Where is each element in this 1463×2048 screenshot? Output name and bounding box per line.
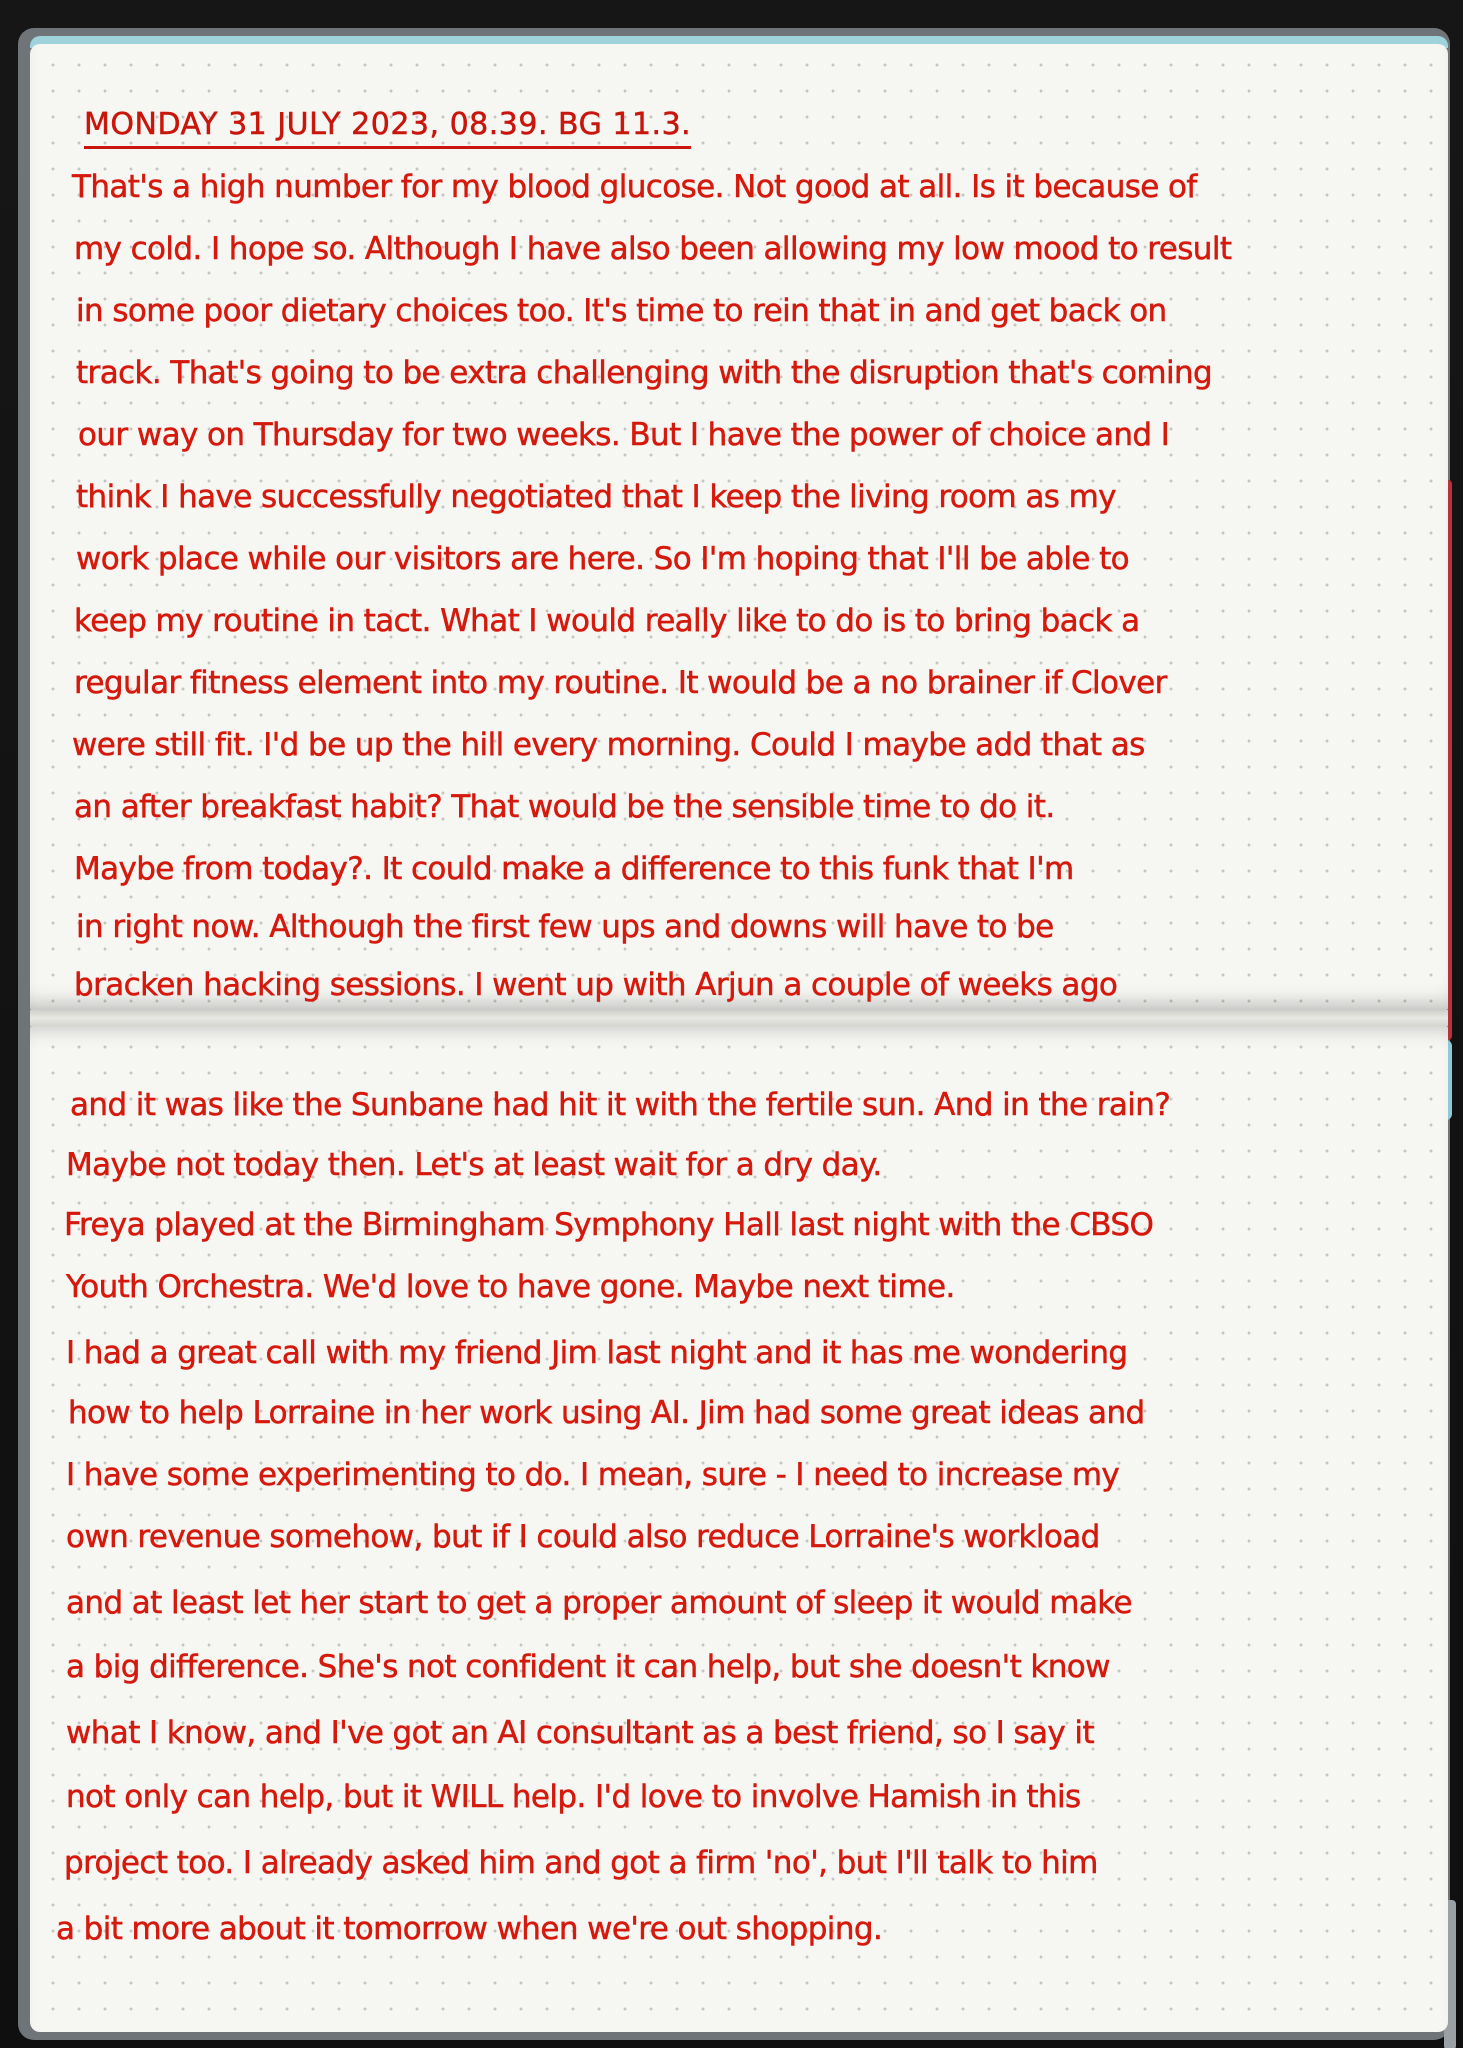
journal-line: Freya played at the Birmingham Symphony Hall last night with the CBSO xyxy=(64,1207,1154,1243)
journal-line: and at least let her start to get a proper amount of sleep it would make xyxy=(66,1585,1133,1621)
page-gutter xyxy=(30,1010,1448,1026)
journal-line: an after breakfast habit? That would be the sensible time to do it. xyxy=(74,789,1055,825)
journal-line: work place while our visitors are here. So I'm hoping that I'll be able to xyxy=(76,541,1130,577)
journal-line: and it was like the Sunbane had hit it with the fertile sun. And in the rain? xyxy=(70,1087,1171,1123)
journal-line: I have some experimenting to do. I mean, sure - I need to increase my xyxy=(66,1457,1120,1493)
journal-line: Maybe not today then. Let's at least wait for a dry day. xyxy=(66,1147,882,1183)
journal-line: not only can help, but it WILL help. I'd love to involve Hamish in this xyxy=(66,1779,1081,1815)
journal-line: a bit more about it tomorrow when we're out shopping. xyxy=(56,1911,883,1947)
journal-line: a big difference. She's not confident it can help, but she doesn't know xyxy=(66,1649,1110,1685)
journal-line: in right now. Although the first few ups and downs will have to be xyxy=(76,909,1054,945)
journal-line: Maybe from today?. It could make a difference to this funk that I'm xyxy=(74,851,1074,887)
journal-line: were still fit. I'd be up the hill every morning. Could I maybe add that as xyxy=(72,727,1145,763)
journal-line: That's a high number for my blood glucose. Not good at all. Is it because of xyxy=(72,169,1197,205)
journal-line: I had a great call with my friend Jim last night and it has me wondering xyxy=(66,1335,1128,1371)
journal-line: how to help Lorraine in her work using AI. Jim had some great ideas and xyxy=(68,1395,1145,1431)
journal-line: Youth Orchestra. We'd love to have gone. Maybe next time. xyxy=(66,1269,955,1305)
journal-line: own revenue somehow, but if I could also reduce Lorraine's workload xyxy=(66,1519,1100,1555)
journal-line: bracken hacking sessions. I went up with Arjun a couple of weeks ago xyxy=(74,967,1118,1003)
journal-line: project too. I already asked him and got a firm 'no', but I'll talk to him xyxy=(64,1845,1098,1881)
journal-line: my cold. I hope so. Although I have also been allowing my low mood to result xyxy=(74,231,1232,267)
journal-line: track. That's going to be extra challenging with the disruption that's coming xyxy=(76,355,1213,391)
journal-line: regular fitness element into my routine. It would be a no brainer if Clover xyxy=(74,665,1167,701)
journal-line: keep my routine in tact. What I would really like to do is to bring back a xyxy=(74,603,1140,639)
journal-line: our way on Thursday for two weeks. But I have the power of choice and I xyxy=(78,417,1170,453)
entry-heading: MONDAY 31 JULY 2023, 08.39. BG 11.3. xyxy=(84,110,691,149)
journal-line: in some poor dietary choices too. It's time to rein that in and get back on xyxy=(76,293,1167,329)
journal-line: what I know, and I've got an AI consultant as a best friend, so I say it xyxy=(66,1715,1094,1751)
journal-line: think I have successfully negotiated that I keep the living room as my xyxy=(76,479,1116,515)
